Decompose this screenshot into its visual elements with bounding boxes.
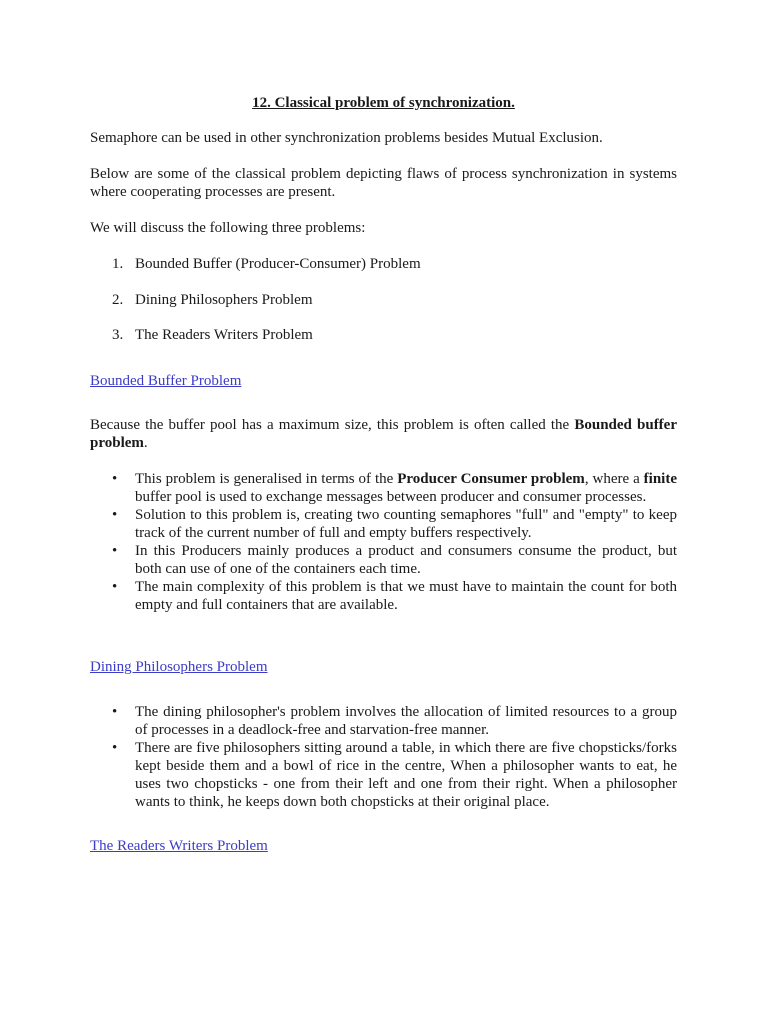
- bounded-buffer-intro: [90, 416, 677, 452]
- bullet-text: The main complexity of this problem is that we must have to maintain the count for both empty and full containers that are available.: [135, 579, 677, 613]
- list-item: [90, 542, 677, 578]
- bullet-icon: •: [112, 471, 118, 487]
- readers-writers-link[interactable]: The Readers Writers Problem: [90, 838, 268, 854]
- list-item-label: Bounded Buffer (Producer-Consumer) Problem: [135, 256, 421, 272]
- intro-paragraph-1: Semaphore can be used in other synchronization problems besides Mutual Exclusion.: [90, 130, 603, 146]
- bullet-icon: •: [112, 543, 118, 559]
- bullet-icon: •: [112, 704, 118, 720]
- bullet-icon: •: [112, 579, 118, 595]
- bullet-text: Solution to this problem is, creating two counting semaphores "full" and "empty" to keep track of the current number of full and empty buffers respectively.: [135, 507, 677, 541]
- bullet-bold-text: finite: [643, 471, 677, 487]
- list-item: [90, 703, 677, 739]
- bounded-buffer-link[interactable]: Bounded Buffer Problem: [90, 373, 242, 389]
- bullet-text: The dining philosopher's problem involves the allocation of limited resources to a group of processes in a deadlock-free and starvation-free manner.: [135, 704, 677, 738]
- page-title: 12. Classical problem of synchronization.: [252, 95, 515, 111]
- bullet-bold-text: Producer Consumer problem: [397, 471, 585, 487]
- list-number: 2.: [112, 292, 124, 308]
- bounded-buffer-bullets: [90, 470, 677, 614]
- bullet-text: This problem is generalised in terms of the: [135, 471, 398, 487]
- list-item-label: Dining Philosophers Problem: [135, 292, 313, 308]
- bullet-text: , where a: [584, 471, 644, 487]
- dining-philosophers-bullets: [90, 703, 677, 811]
- list-item: [90, 578, 677, 614]
- list-item: [90, 470, 677, 506]
- bullet-text: In this Producers mainly produces a product and consumers consume the product, but both can use of one of the containers each time.: [135, 543, 677, 577]
- intro-paragraph-2: Below are some of the classical problem depicting flaws of process synchronization in systems where cooperating processes are present.: [90, 166, 677, 200]
- bounded-intro-bold: Bounded buffer problem: [90, 417, 677, 451]
- dining-philosophers-link[interactable]: Dining Philosophers Problem: [90, 659, 268, 675]
- bullet-icon: •: [112, 740, 118, 756]
- bounded-intro-text: Because the buffer pool has a maximum size, this problem is often called the: [90, 417, 575, 433]
- intro-paragraph-3: We will discuss the following three problems:: [90, 220, 366, 236]
- list-item-label: The Readers Writers Problem: [135, 327, 313, 343]
- bullet-text: buffer pool is used to exchange messages between producer and consumer processes.: [135, 489, 647, 505]
- list-number: 3.: [112, 327, 124, 343]
- list-item: [90, 739, 677, 811]
- bounded-intro-end: .: [143, 435, 148, 451]
- bullet-text: There are five philosophers sitting around a table, in which there are five chopsticks/forks kept beside them and a bowl of rice in the centre, When a philosopher wants to eat, he uses two chopsticks - one from their left and one from their right. When a philosopher wants to think, he keeps down both chopsticks at their original place.: [135, 740, 677, 810]
- list-number: 1.: [112, 256, 124, 272]
- list-item: [90, 506, 677, 542]
- bullet-icon: •: [112, 507, 118, 523]
